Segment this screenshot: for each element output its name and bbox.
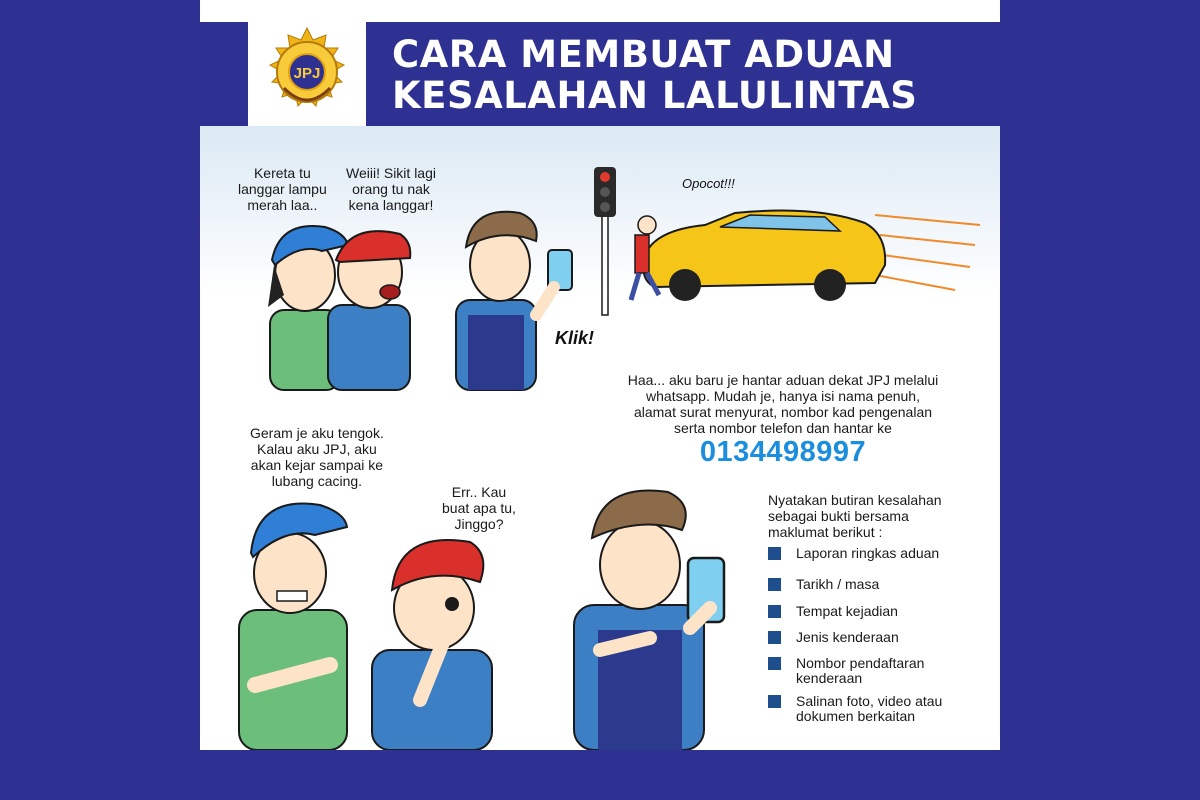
poster <box>200 0 1000 750</box>
car-hitting-pedestrian-illustration <box>625 195 980 315</box>
bubble-line: Jinggo? <box>454 516 504 532</box>
bullet-square-icon <box>768 547 781 560</box>
bubble-line: merah laa.. <box>247 197 318 213</box>
speech-bubble-weiii <box>346 165 436 213</box>
bullet-square-icon <box>768 578 781 591</box>
info-intro <box>768 492 968 540</box>
explanation-text <box>598 372 968 436</box>
logo-emblem-text: JPJ <box>293 65 321 82</box>
explain-line: serta nombor telefon dan hantar ke <box>674 420 892 436</box>
bullet-square-icon <box>768 657 781 670</box>
speech-bubble-kereta <box>238 165 327 213</box>
list-item <box>768 604 898 619</box>
bubble-line: Weiii! Sikit lagi <box>346 165 436 181</box>
list-item-text: Tarikh / masa <box>796 576 880 592</box>
bubble-line: akan kejar sampai ke <box>250 457 384 473</box>
bullet-square-icon <box>768 605 781 618</box>
sfx-klik: Klik! <box>555 328 595 348</box>
info-intro-line: maklumat berikut : <box>768 524 883 540</box>
list-item-text: Jenis kenderaan <box>796 629 899 645</box>
bubble-line: orang tu nak <box>352 181 430 197</box>
info-intro-line: sebagai bukti bersama <box>768 508 909 524</box>
explain-line: whatsapp. Mudah je, hanya isi nama penuh, <box>646 388 920 404</box>
list-item-text: dokumen berkaitan <box>796 708 916 724</box>
list-item <box>768 630 899 645</box>
whatsapp-phone-number: 0134498997 <box>699 436 867 468</box>
bubble-line: kena langgar! <box>348 197 434 213</box>
bubble-line: Kereta tu <box>253 165 311 181</box>
boy-brown-cap-phone-illustration <box>450 205 590 390</box>
speech-bubble-geram <box>250 425 384 489</box>
list-item-text: Laporan ringkas aduan <box>796 545 940 561</box>
list-item <box>768 577 879 592</box>
bullet-square-icon <box>768 695 781 708</box>
logo-box <box>248 22 366 126</box>
bubble-line: Err.. Kau <box>451 484 507 500</box>
info-intro-line: Nyatakan butiran kesalahan <box>768 492 942 508</box>
bubble-line: buat apa tu, <box>442 500 516 516</box>
jpj-logo <box>256 26 358 122</box>
list-item <box>768 694 942 724</box>
traffic-light-illustration <box>590 165 620 315</box>
list-item-text: Salinan foto, video atau <box>796 693 943 709</box>
bubble-line: Kalau aku JPJ, aku <box>257 441 377 457</box>
list-item-text: Nombor pendaftaran <box>796 655 925 671</box>
title-line-2: KESALAHAN LALULINTAS <box>392 74 918 117</box>
boy-red-bandana-thinking-illustration <box>370 530 500 750</box>
list-item <box>768 546 939 561</box>
page-title <box>392 34 917 116</box>
bubble-line: lubang cacing. <box>271 473 363 489</box>
list-item-text: kenderaan <box>796 670 863 686</box>
title-line-1: CARA MEMBUAT ADUAN <box>392 33 895 76</box>
explain-line: alamat surat menyurat, nombor kad pengenalan <box>633 404 933 420</box>
bubble-line: langgar lampu <box>238 181 327 197</box>
list-item-text: Tempat kejadian <box>796 603 898 619</box>
list-item <box>768 656 924 686</box>
boy-blue-cap-angry-illustration <box>235 495 355 750</box>
bullet-square-icon <box>768 631 781 644</box>
bubble-line: Geram je aku tengok. <box>250 425 384 441</box>
explain-line: Haa... aku baru je hantar aduan dekat JPJ melalui <box>627 372 939 388</box>
boy-brown-cap-pointing-phone-illustration <box>570 480 740 750</box>
speech-bubble-err <box>442 484 516 532</box>
boy-red-bandana-illustration <box>320 220 420 390</box>
sfx-opocot: Opocot!!! <box>682 176 735 191</box>
